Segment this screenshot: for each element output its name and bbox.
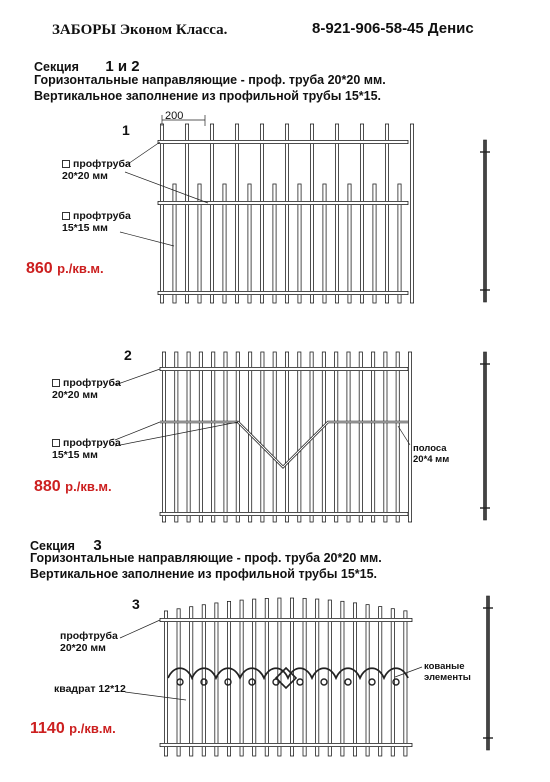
vertical-picket — [175, 352, 178, 522]
vertical-picket — [253, 599, 256, 756]
fence-1-drawing — [158, 115, 490, 303]
price-unit: р./кв.м. — [69, 721, 116, 736]
vertical-picket — [404, 611, 407, 756]
fence-1-note-pipe-20 — [62, 158, 132, 182]
price-unit: р./кв.м. — [57, 261, 104, 276]
horizontal-rail — [160, 512, 408, 515]
side-view-post — [484, 140, 487, 302]
vertical-picket — [372, 352, 375, 522]
price-value: 1140 — [30, 720, 65, 737]
section-label: Секция — [34, 60, 79, 74]
horizontal-rail — [158, 291, 408, 294]
section-3-line2: Вертикальное заполнение из профильной трубы 15*15. — [30, 567, 378, 581]
section-number: 3 — [93, 537, 102, 554]
vertical-picket — [303, 598, 306, 756]
checkbox-icon — [62, 212, 70, 220]
price-value: 880 — [34, 478, 61, 495]
fence-1-note-pipe-15 — [62, 210, 142, 234]
vertical-picket — [310, 124, 313, 303]
section-label: Секция — [30, 539, 75, 553]
note-text: профтруба 20*20 мм — [60, 630, 118, 654]
section-number: 1 и 2 — [105, 58, 140, 75]
horizontal-rail — [160, 367, 408, 370]
fence-2-note-strip: полоса 20*4 мм — [413, 443, 450, 465]
vertical-picket — [185, 124, 188, 303]
checkbox-icon — [52, 379, 60, 387]
fence-3-number: 3 — [132, 596, 140, 612]
horizontal-rail — [160, 743, 412, 746]
leader-line — [120, 232, 174, 246]
vertical-picket — [202, 605, 205, 756]
vertical-picket — [212, 352, 215, 522]
vertical-picket — [164, 611, 167, 756]
vertical-picket — [273, 352, 276, 522]
fence-2-number: 2 — [124, 347, 132, 363]
decorative-strip — [160, 422, 408, 467]
vertical-picket — [160, 124, 163, 303]
vertical-picket — [261, 352, 264, 522]
vertical-picket — [235, 124, 238, 303]
fence-3-note-pipe-20 — [60, 630, 140, 654]
fence-2-note-pipe-15 — [52, 437, 132, 461]
fence-2-note-pipe-20 — [52, 377, 132, 401]
vertical-picket — [210, 124, 213, 303]
vertical-picket — [265, 598, 268, 756]
decorative-strip-inner — [160, 422, 408, 467]
contact-phone: 8-921-906-58-45 Денис — [312, 20, 474, 37]
vertical-picket — [385, 124, 388, 303]
vertical-picket — [384, 352, 387, 522]
vertical-picket — [224, 352, 227, 522]
vertical-picket — [316, 599, 319, 756]
vertical-picket — [285, 124, 288, 303]
vertical-picket — [322, 352, 325, 522]
vertical-picket — [396, 352, 399, 522]
side-view-post — [484, 352, 487, 520]
vertical-picket — [285, 352, 288, 522]
vertical-picket — [260, 124, 263, 303]
vertical-picket — [360, 124, 363, 303]
section-3-line1: Горизонтальные направляющие - проф. труба 20*20 мм. — [30, 551, 382, 565]
vertical-picket — [236, 352, 239, 522]
horizontal-rail — [158, 201, 408, 204]
vertical-picket — [199, 352, 202, 522]
vertical-picket — [347, 352, 350, 522]
price-value: 860 — [26, 260, 53, 277]
section-12-line1: Горизонтальные направляющие - проф. труба 20*20 мм. — [34, 73, 386, 87]
vertical-picket — [379, 607, 382, 756]
checkbox-icon — [62, 160, 70, 168]
fence-3-price — [30, 720, 116, 738]
vertical-picket — [408, 352, 411, 522]
horizontal-rail — [158, 140, 408, 143]
page-title: ЗАБОРЫ Эконом Класса. — [52, 22, 228, 38]
scroll-curl — [321, 679, 327, 685]
fence-2-drawing — [160, 352, 490, 522]
vertical-picket — [335, 124, 338, 303]
horizontal-rail — [160, 618, 412, 621]
section-12-line2: Вертикальное заполнение из профильной трубы 15*15. — [34, 89, 382, 103]
vertical-picket — [335, 352, 338, 522]
fence-3-note-forged: кованые элементы — [424, 661, 471, 683]
fence-3-note-square: квадрат 12*12 — [54, 683, 126, 695]
scroll-curl — [369, 679, 375, 685]
vertical-picket — [190, 607, 193, 756]
note-text: профтруба 20*20 мм — [62, 158, 131, 182]
vertical-picket — [298, 352, 301, 522]
note-text: профтруба 15*15 мм — [62, 210, 131, 234]
side-view-post — [487, 596, 490, 750]
scroll-curl — [297, 679, 303, 685]
note-text: профтруба 20*20 мм — [52, 377, 121, 401]
vertical-picket — [410, 124, 413, 303]
note-text: профтруба 15*15 мм — [52, 437, 121, 461]
vertical-picket — [341, 601, 344, 756]
fence-2-price — [34, 478, 112, 496]
fence-1-price — [26, 260, 104, 278]
checkbox-icon — [52, 439, 60, 447]
leader-line — [125, 172, 208, 203]
vertical-picket — [187, 352, 190, 522]
vertical-picket — [353, 603, 356, 756]
fence-1-number: 1 — [122, 122, 130, 138]
vertical-picket — [359, 352, 362, 522]
vertical-picket — [215, 603, 218, 756]
scroll-curl — [345, 679, 351, 685]
vertical-picket — [328, 600, 331, 756]
price-unit: р./кв.м. — [65, 479, 112, 494]
dimension-label: 200 — [165, 110, 184, 122]
